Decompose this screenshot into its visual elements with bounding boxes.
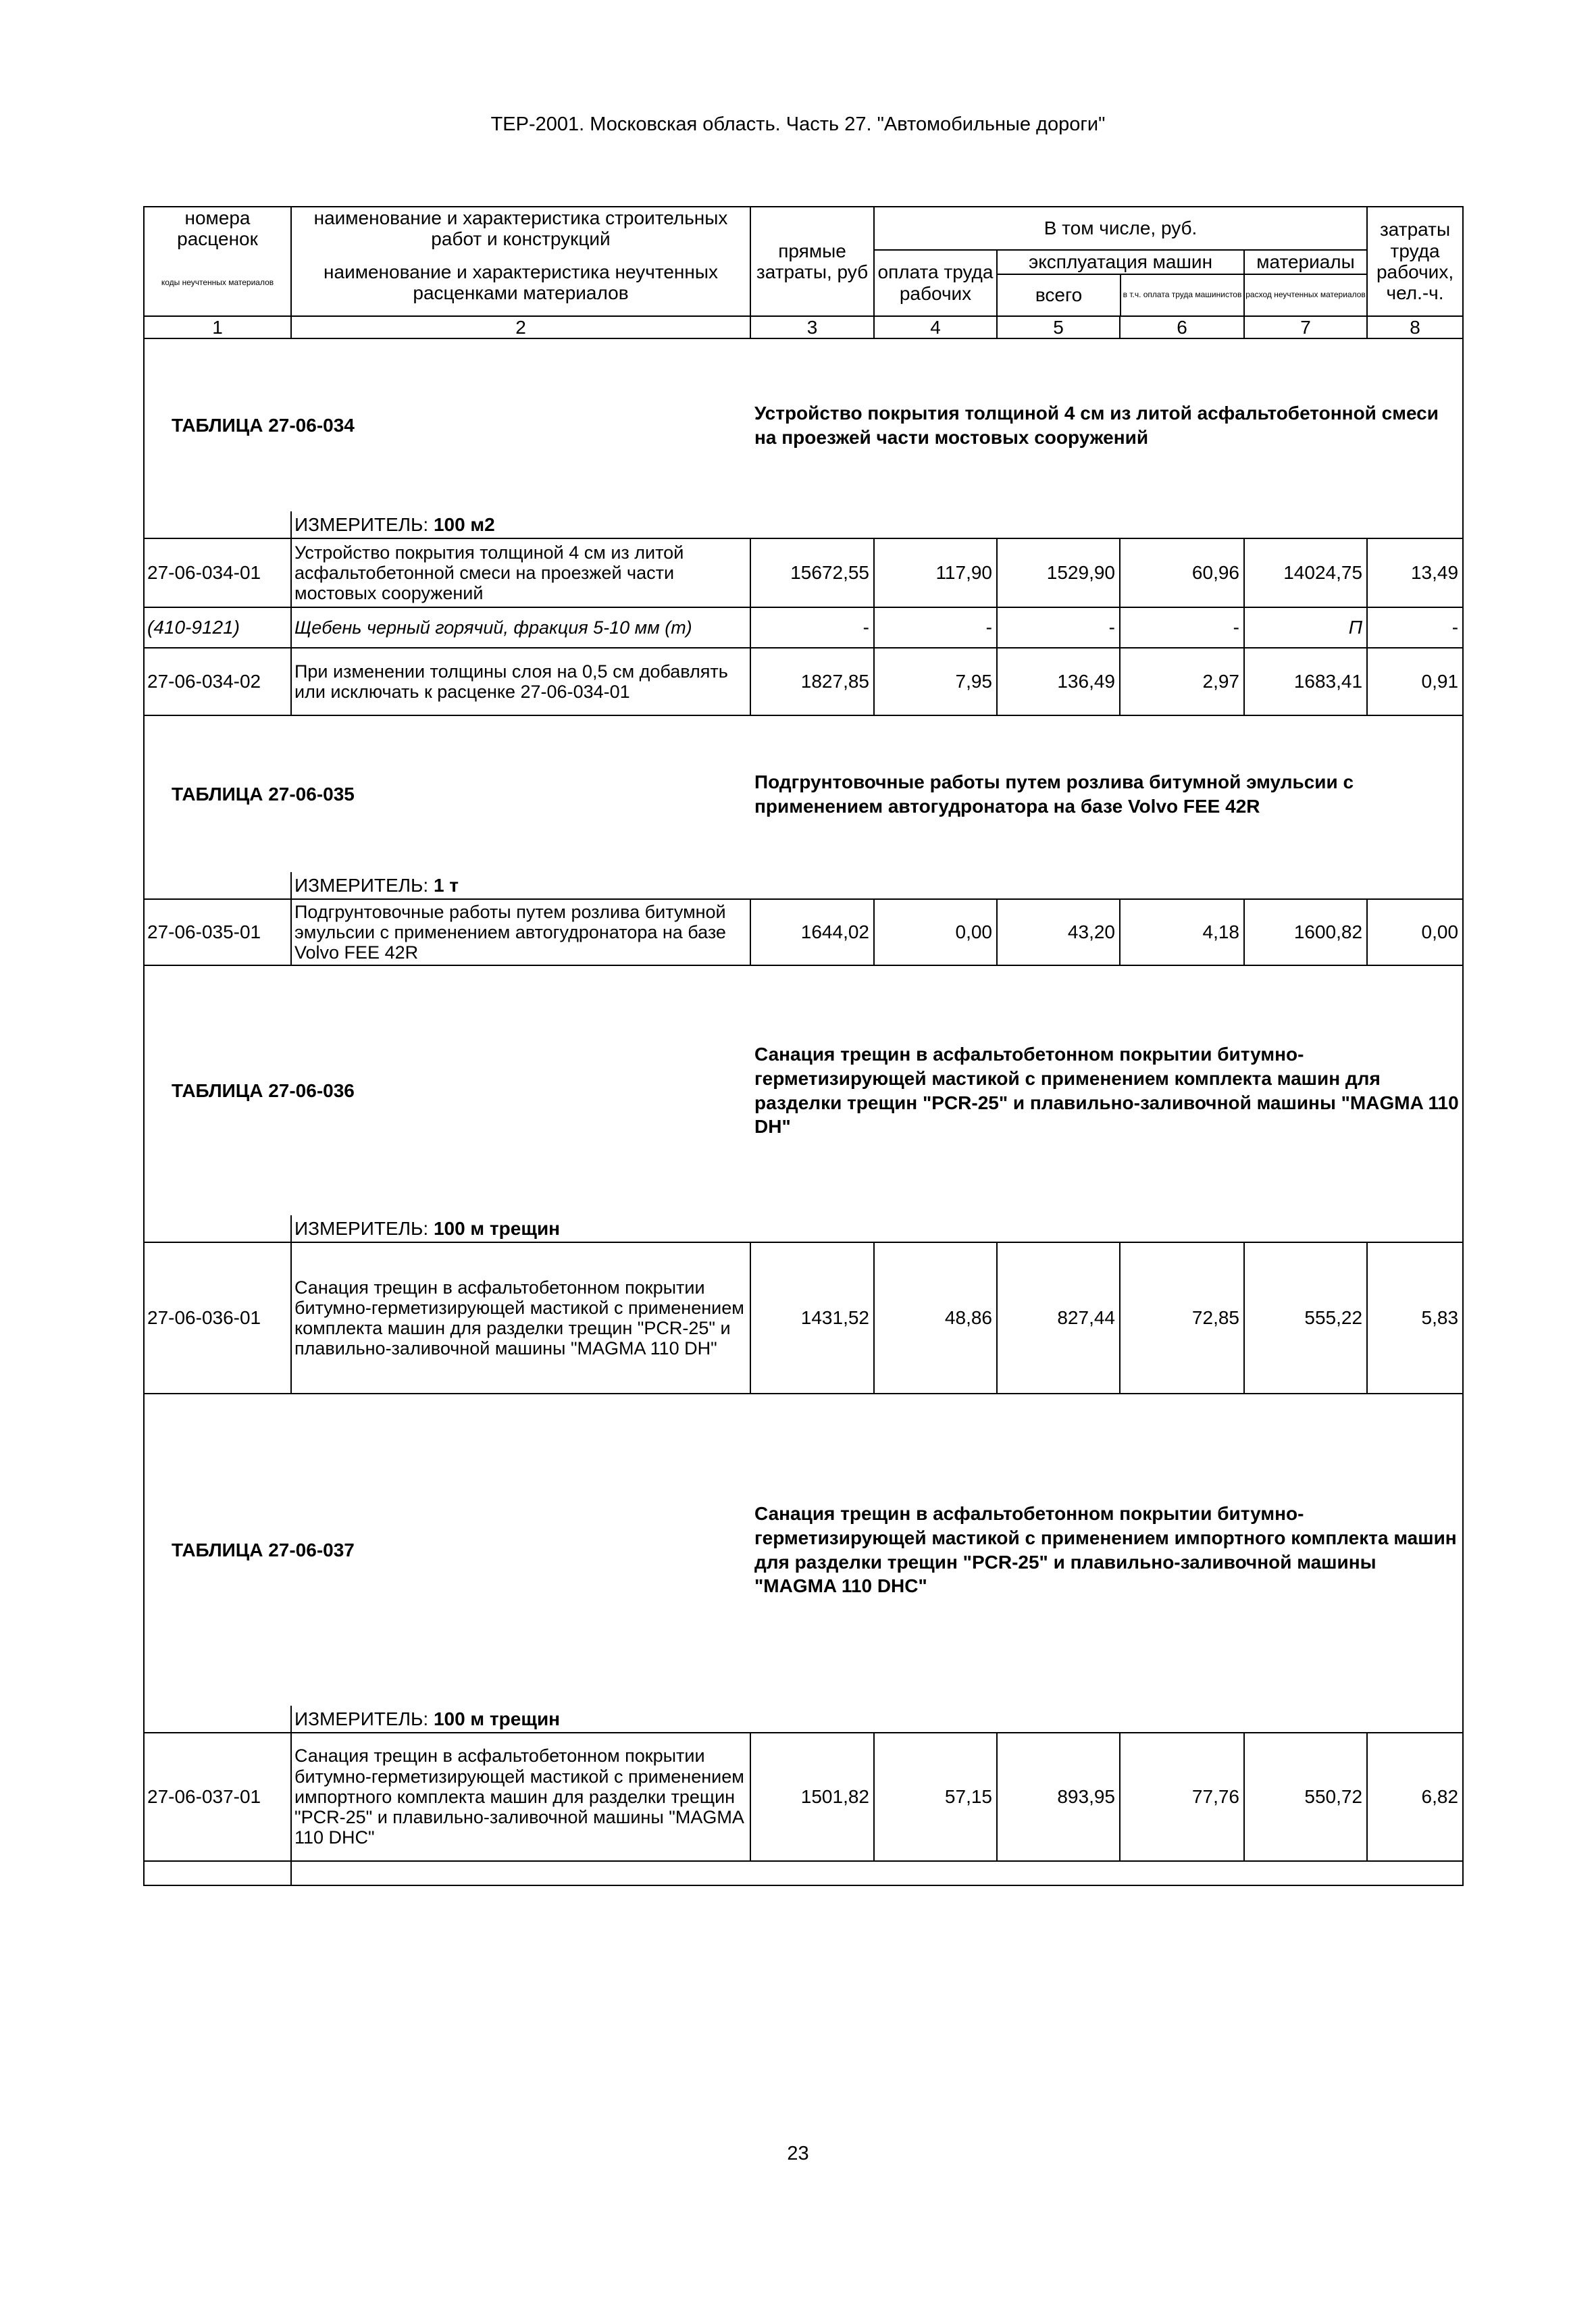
- machinists-pay: 2,97: [1120, 648, 1244, 715]
- machinists-pay: 72,85: [1120, 1242, 1244, 1394]
- materials: 550,72: [1244, 1733, 1367, 1861]
- table-title: ТАБЛИЦА 27-06-037: [144, 1394, 750, 1706]
- measure-row: [144, 872, 1463, 899]
- column-number: 2: [291, 316, 750, 338]
- labor-hours: 13,49: [1367, 538, 1463, 607]
- section-title-row: [144, 715, 1463, 872]
- header-materials-cell: [1244, 250, 1367, 316]
- machines-total: 136,49: [997, 648, 1120, 715]
- column-number: 7: [1244, 316, 1367, 338]
- table-title: ТАБЛИЦА 27-06-034: [144, 338, 750, 511]
- measure-label: ИЗМЕРИТЕЛЬ:: [294, 874, 429, 896]
- header-machines: эксплуатация машин: [998, 251, 1243, 275]
- header-col2-top: наименование и характеристика строительных работ и конструкций: [291, 207, 750, 250]
- table-row: [144, 899, 1463, 965]
- section-title-row: [144, 965, 1463, 1215]
- machinists-pay: -: [1120, 607, 1244, 648]
- header-group: В том числе, руб.: [874, 207, 1367, 250]
- column-numbers-row: [144, 316, 1463, 338]
- header-col3: прямые затраты, руб: [750, 207, 874, 316]
- section-title-row: [144, 338, 1463, 511]
- labor-hours: 0,00: [1367, 899, 1463, 965]
- page-header: ТЕР-2001. Московская область. Часть 27. "Автомобильные дороги": [490, 113, 1106, 135]
- header-col4: оплата труда рабочих: [874, 250, 997, 316]
- direct-costs: 1644,02: [750, 899, 874, 965]
- table-subject: Санация трещин в асфальтобетонном покрытии битумно-герметизирующей мастикой с применением комплекта машин для разделки трещин "PCR-25" и плавильно-заливочной машины "MAGMA 110 DH": [750, 965, 1463, 1215]
- table-end-row: [144, 1861, 1463, 1885]
- header-row: [144, 207, 1463, 250]
- table-row: [144, 1733, 1463, 1861]
- section-title-row: [144, 1394, 1463, 1706]
- material-description: Щебень черный горячий, фракция 5-10 мм (т): [291, 607, 750, 648]
- direct-costs: -: [750, 607, 874, 648]
- header-col6: в т.ч. оплата труда машинистов: [1123, 290, 1242, 300]
- rate-code: 27-06-036-01: [144, 1242, 291, 1394]
- table-row: [144, 648, 1463, 715]
- column-number: 8: [1367, 316, 1463, 338]
- rate-description: Подгрунтовочные работы путем розлива битумной эмульсии с применением автогудронатора на базе Volvo FEE 42R: [291, 899, 750, 965]
- materials: 14024,75: [1244, 538, 1367, 607]
- rate-description: Санация трещин в асфальтобетонном покрытии битумно-герметизирующей мастикой с применением импортного комплекта машин для разделки трещин "PCR-25" и плавильно-заливочной машины "MAGMA 110 DHC": [291, 1733, 750, 1861]
- materials: П: [1244, 607, 1367, 648]
- header-col7: расход неучтенных материалов: [1245, 290, 1366, 300]
- labor-pay: 48,86: [874, 1242, 997, 1394]
- labor-pay: 7,95: [874, 648, 997, 715]
- direct-costs: 1501,82: [750, 1733, 874, 1861]
- table-title: ТАБЛИЦА 27-06-036: [144, 965, 750, 1215]
- labor-hours: 0,91: [1367, 648, 1463, 715]
- labor-pay: 57,15: [874, 1733, 997, 1861]
- header-col8: затраты труда рабочих, чел.-ч.: [1367, 207, 1463, 316]
- machinists-pay: 77,76: [1120, 1733, 1244, 1861]
- labor-pay: -: [874, 607, 997, 648]
- materials: 1683,41: [1244, 648, 1367, 715]
- table-subject: Устройство покрытия толщиной 4 см из литой асфальтобетонной смеси на проезжей части мостовых сооружений: [750, 338, 1463, 511]
- machines-total: 893,95: [997, 1733, 1120, 1861]
- table-row: [144, 1242, 1463, 1394]
- labor-pay: 117,90: [874, 538, 997, 607]
- measure-value: 100 м трещин: [433, 1217, 561, 1239]
- table-subject: Подгрунтовочные работы путем розлива битумной эмульсии с применением автогудронатора на базе Volvo FEE 42R: [750, 715, 1463, 872]
- rate-description: При изменении толщины слоя на 0,5 см добавлять или исключать к расценке 27-06-034-01: [291, 648, 750, 715]
- material-code: (410-9121): [144, 607, 291, 648]
- header-machines-cell: [997, 250, 1244, 316]
- rate-description: Устройство покрытия толщиной 4 см из литой асфальтобетонной смеси на проезжей части мостовых сооружений: [291, 538, 750, 607]
- measure-label: ИЗМЕРИТЕЛЬ:: [294, 1217, 429, 1239]
- measure-value: 1 т: [433, 874, 459, 896]
- labor-hours: 6,82: [1367, 1733, 1463, 1861]
- rate-code: 27-06-034-02: [144, 648, 291, 715]
- machines-total: -: [997, 607, 1120, 648]
- header-col1-bottom: коды неучтенных материалов: [144, 250, 291, 316]
- column-number: 5: [997, 316, 1120, 338]
- labor-pay: 0,00: [874, 899, 997, 965]
- table-row: [144, 607, 1463, 648]
- direct-costs: 1431,52: [750, 1242, 874, 1394]
- materials: 555,22: [1244, 1242, 1367, 1394]
- measure-value: 100 м трещин: [433, 1708, 561, 1729]
- header-col5: всего: [998, 275, 1121, 315]
- direct-costs: 15672,55: [750, 538, 874, 607]
- measure-row: [144, 1215, 1463, 1242]
- measure-row: [144, 1706, 1463, 1733]
- machines-total: 43,20: [997, 899, 1120, 965]
- materials: 1600,82: [1244, 899, 1367, 965]
- table-row: [144, 538, 1463, 607]
- measure-label: ИЗМЕРИТЕЛЬ:: [294, 1708, 429, 1729]
- table-subject: Санация трещин в асфальтобетонном покрытии битумно-герметизирующей мастикой с применением импортного комплекта машин для разделки трещин "PCR-25" и плавильно-заливочной машины "MAGMA 110 DHC": [750, 1394, 1463, 1706]
- header-materials: материалы: [1245, 251, 1366, 275]
- page-number: 23: [787, 2143, 809, 2164]
- table-title: ТАБЛИЦА 27-06-035: [144, 715, 750, 872]
- rate-code: 27-06-037-01: [144, 1733, 291, 1861]
- rates-table: [143, 206, 1464, 1886]
- column-number: 1: [144, 316, 291, 338]
- measure-row: [144, 511, 1463, 538]
- labor-hours: -: [1367, 607, 1463, 648]
- rate-description: Санация трещин в асфальтобетонном покрытии битумно-герметизирующей мастикой с применением комплекта машин для разделки трещин "PCR-25" и плавильно-заливочной машины "MAGMA 110 DH": [291, 1242, 750, 1394]
- labor-hours: 5,83: [1367, 1242, 1463, 1394]
- header-col1-top: номера расценок: [144, 207, 291, 250]
- machines-total: 1529,90: [997, 538, 1120, 607]
- rate-code: 27-06-035-01: [144, 899, 291, 965]
- header-col2-bottom: наименование и характеристика неучтенных расценками материалов: [291, 250, 750, 316]
- column-number: 4: [874, 316, 997, 338]
- direct-costs: 1827,85: [750, 648, 874, 715]
- machinists-pay: 4,18: [1120, 899, 1244, 965]
- machines-total: 827,44: [997, 1242, 1120, 1394]
- rates-sheet: [143, 206, 1459, 1886]
- column-number: 6: [1120, 316, 1244, 338]
- measure-value: 100 м2: [433, 513, 495, 535]
- measure-label: ИЗМЕРИТЕЛЬ:: [294, 513, 429, 535]
- machinists-pay: 60,96: [1120, 538, 1244, 607]
- rate-code: 27-06-034-01: [144, 538, 291, 607]
- column-number: 3: [750, 316, 874, 338]
